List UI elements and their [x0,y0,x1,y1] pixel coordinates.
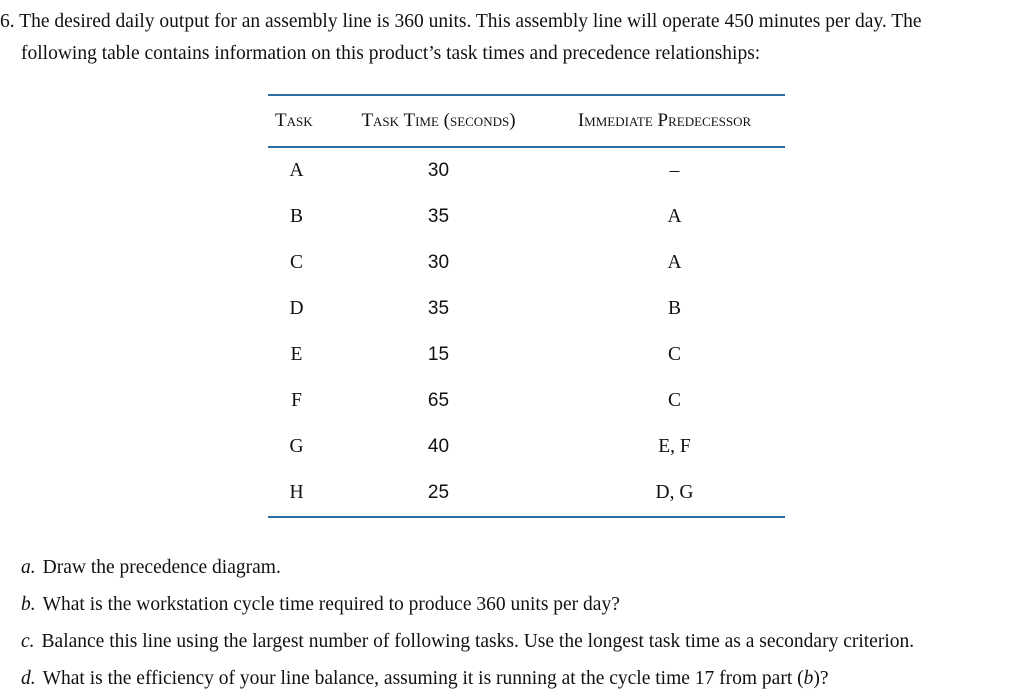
predecessor-cell: D, G [544,470,785,517]
predecessor-cell: A [667,252,682,273]
question-a-letter: a. [21,557,36,578]
header-immediate-predecessor: Immediate Predecessor [544,96,785,147]
problem-number: 6. [0,11,15,32]
problem-statement-line1 [0,6,1016,38]
problem-text-line1: The desired daily output for an assembly line is 360 units. This assembly line will operate 450 minutes per day. The [19,11,922,32]
task-cell: E [290,344,303,365]
header-task: Task [268,96,333,147]
task-time-cell: 40 [427,436,450,457]
question-d [21,660,1016,697]
task-time-cell: 25 [333,470,544,517]
question-b [21,586,1016,623]
task-time-cell: 65 [427,390,450,411]
table-row [268,194,785,240]
predecessor-cell: – [669,160,680,181]
question-c-letter: c. [21,631,35,652]
table-row [268,470,785,517]
task-cell: A [289,160,304,181]
task-time-cell: 15 [427,344,450,365]
predecessor-cell: C [667,390,681,411]
question-c-text: Balance this line using the largest number of following tasks. Use the longest task time as a secondary criterion. [41,631,915,652]
table-row [268,147,785,194]
header-task-time: Task Time (seconds) [333,96,544,147]
task-cell: F [291,390,302,411]
table-header-row [268,96,785,147]
problem-text-line2: following table contains information on this product’s task times and precedence relationships: [21,43,761,64]
table-row [268,378,785,424]
question-list [21,549,1016,697]
predecessor-cell: A [667,206,682,227]
task-cell: C [289,252,303,273]
question-d-part-ref: b [803,668,814,689]
question-d-text-before: What is the efficiency of your line balance, assuming it is running at the cycle time 17 from part ( [42,668,804,689]
question-a-text: Draw the precedence diagram. [42,557,281,578]
table-row [268,240,785,286]
task-time-cell: 35 [427,206,450,227]
table-row [268,286,785,332]
task-time-cell: 30 [427,252,450,273]
task-cell: B [289,206,303,227]
task-time-cell: 35 [427,298,450,319]
question-a [21,549,1016,586]
problem-statement [0,6,1016,70]
task-cell: D [289,298,304,319]
task-cell: G [289,436,304,457]
predecessor-cell: C [667,344,681,365]
predecessor-cell: B [667,298,681,319]
table-row [268,424,785,470]
task-cell: H [268,470,333,517]
table-row [268,332,785,378]
predecessor-cell: E, F [658,436,691,457]
question-c [21,623,1016,660]
task-time-cell: 30 [427,160,450,181]
task-table [268,94,785,518]
question-d-text-after: )? [813,668,829,689]
question-d-letter: d. [21,668,36,689]
question-b-letter: b. [21,594,36,615]
question-b-text: What is the workstation cycle time required to produce 360 units per day? [42,594,620,615]
